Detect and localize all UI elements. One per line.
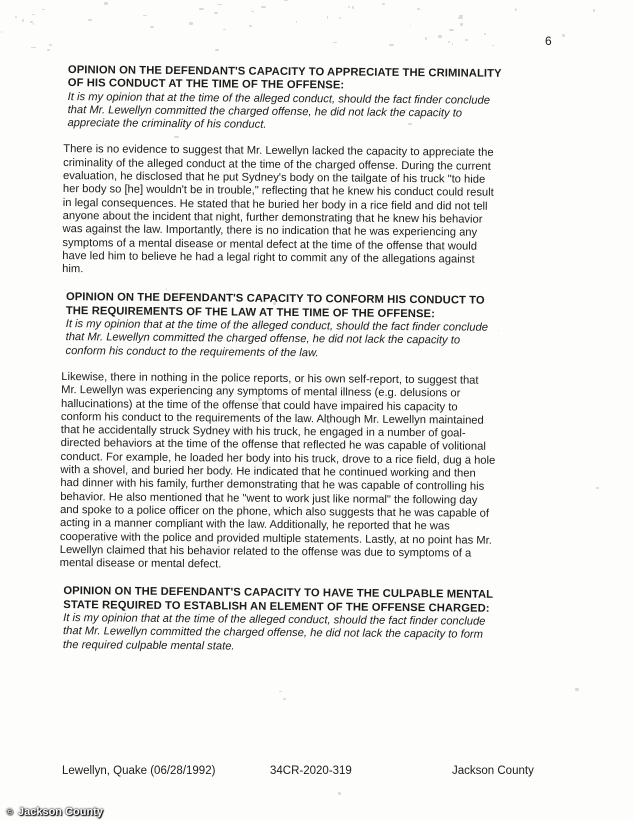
footer-case-number: 34CR-2020-319 [270, 765, 352, 777]
svg-text:©: © [6, 806, 13, 817]
scan-speck [452, 43, 453, 45]
paragraph-line: acting in a manner compliant with the law. Additionally, he reported that he was [59, 517, 450, 533]
heading-line: OPINION ON THE DEFENDANT'S CAPACITY TO CONFORM HIS CONDUCT TO [65, 291, 485, 308]
scan-speck [1, 31, 2, 33]
paragraph-line: her body so [he] wouldn't be in trouble," reflecting that he knew his conduct could result [62, 183, 494, 200]
opinion-line: that Mr. Lewellyn committed the charged offense, he did not lack the capacity to form [62, 625, 484, 641]
paragraph-line: conform his conduct to the requirements of the law. Although Mr. Lewellyn maintained [60, 410, 484, 427]
opinion-line: It is my opinion that at the time of the alleged conduct, should the fact finder conclude [67, 90, 491, 107]
scan-speck [217, 4, 222, 5]
heading-line: OPINION ON THE DEFENDANT'S CAPACITY TO HAVE THE CULPABLE MENTAL [63, 585, 494, 602]
paragraph-line: anyone about the incident that night, further demonstrating that he knew his behavior [62, 209, 483, 226]
scan-speck [15, 16, 17, 17]
scan-speck [410, 25, 411, 26]
scan-speck [189, 22, 193, 25]
photo-credit [3, 805, 103, 818]
scan-speck [382, 3, 386, 5]
paragraph-line: with a shovel, and buried her body. He indicated that he continued working and then [60, 464, 476, 480]
scan-speck [348, 6, 350, 8]
scan-speck [338, 792, 342, 795]
scan-speck [484, 33, 485, 35]
scan-speck [417, 8, 420, 10]
paragraph-line: behavior. He also mentioned that he "went to work just like normal" the following day [60, 490, 478, 507]
opinion-line: conform his conduct to the requirements of the law. [65, 344, 319, 359]
scan-speck [596, 487, 598, 489]
footer-county: Jackson County [452, 765, 534, 777]
scan-speck [339, 17, 341, 20]
page-number: 6 [545, 34, 552, 48]
opinion-line: It is my opinion that at the time of the alleged conduct, should the fact finder conclude [63, 612, 486, 628]
paragraph-line: evaluation, he disclosed that he put Sydney's body on the tailgate of his truck "to hide [62, 170, 486, 186]
scan-speck [296, 21, 297, 24]
scan-speck [251, 11, 254, 12]
scan-speck [449, 29, 454, 31]
scan-speck [460, 23, 463, 26]
section-heading [62, 64, 562, 95]
scan-speck [42, 9, 44, 10]
paragraph-line: and spoke to a police officer on the phone, which also suggests that he was capable of [60, 503, 490, 520]
scan-speck [143, 15, 147, 16]
opinion-statement [67, 91, 561, 135]
heading-line: OPINION ON THE DEFENDANT'S CAPACITY TO APPRECIATE THE CRIMINALITY [67, 64, 502, 80]
scan-speck [31, 47, 36, 48]
scan-speck [33, 23, 35, 25]
scan-speck [333, 42, 337, 43]
paragraph-line: symptoms of a mental disease or mental defect at the time of the offense that would [62, 236, 478, 253]
opinion-line: that Mr. Lewellyn committed the charged offense, he did not lack the capacity to [65, 331, 461, 347]
scan-speck [593, 9, 596, 11]
scan-speck [575, 688, 579, 690]
paragraph-line: Mr. Lewellyn was experiencing any symptoms of mental illness (e.g. delusions or [61, 384, 461, 400]
camera-icon [3, 805, 16, 818]
scan-speck [199, 8, 204, 10]
scan-speck [492, 45, 494, 46]
scan-speck [448, 41, 450, 43]
scan-speck [261, 6, 266, 8]
paragraph-line: conduct. For example, he loaded her body into his truck, drove to a rice field, dug a hole [60, 450, 496, 467]
scan-speck [465, 39, 468, 41]
scan-speck [438, 35, 442, 38]
report-body [57, 64, 562, 656]
paragraph-line: have led him to believe he had a legal right to commit any of the allegations against [62, 249, 475, 266]
scan-speck [150, 26, 153, 27]
scan-speck [104, 2, 108, 5]
scan-speck [515, 9, 517, 11]
paragraph-line: Lewellyn claimed that his behavior related to the offense was due to symptoms of a [59, 543, 472, 560]
paragraph-line: Likewise, there in nothing in the police reports, or his own self-report, to suggest that [61, 370, 479, 387]
paragraph-line: mental disease or mental defect. [59, 557, 222, 571]
scan-speck [562, 34, 565, 37]
opinion-line: that Mr. Lewellyn committed the charged offense, he did not lack the capacity to [67, 103, 463, 120]
opinion-line: It is my opinion that at the time of the alleged conduct, should the fact finder conclude [65, 318, 489, 334]
scan-speck [389, 44, 394, 46]
section-paragraph [58, 371, 560, 575]
paragraph-line: that he accidentally struck Sydney with his truck, he engaged in a number of goal- [60, 424, 466, 440]
paragraph-line: cooperative with the police and provided multiple statements. Lastly, at no point has Mr. [59, 530, 492, 547]
scan-speck [215, 49, 219, 51]
paragraph-line: was against the law. Importantly, there is no indication that he was experiencing any [62, 223, 478, 239]
heading-line: STATE REQUIRED TO ESTABLISH AN ELEMENT OF THE OFFENSE CHARGED: [63, 598, 490, 615]
scan-speck [327, 16, 328, 19]
footer-defendant-name: Lewellyn, Quake (06/28/1992) [62, 765, 216, 777]
opinion-line: the required culpable mental state. [62, 638, 235, 653]
opinion-statement [65, 318, 559, 362]
scan-speck [458, 17, 463, 19]
paragraph-line: had dinner with his family, further demonstrating that he was capable of controlling his [60, 477, 485, 494]
scan-speck [352, 6, 355, 9]
paragraph-line: hallucinations) at the time of the offense that could have impaired his capacity to [60, 397, 458, 413]
scan-speck [283, 698, 286, 700]
heading-line: OF HIS CONDUCT AT THE TIME OF THE OFFENSE: [67, 77, 345, 92]
scan-speck [22, 19, 24, 21]
paragraph-line: him. [62, 263, 84, 276]
scan-speck [214, 12, 218, 14]
scan-speck [425, 37, 427, 40]
opinion-line: appreciate the criminality of his conduct. [67, 117, 267, 131]
scan-speck [32, 14, 35, 15]
paragraph-line: in legal consequences. He stated that he buried her body in a rice field and did not tell [62, 196, 488, 213]
scan-speck [284, 0, 287, 1]
scan-speck [47, 49, 50, 51]
paragraph-line: directed behaviors at the time of the offense that reflected he was capable of volitional [60, 437, 486, 454]
paragraph-line: There is no evidence to suggest that Mr. Lewellyn lacked the capacity to appreciate the [63, 143, 494, 160]
scan-speck [88, 19, 93, 22]
scan-speck [49, 44, 52, 46]
photo-credit-label: Jackson County [18, 805, 103, 818]
heading-line: THE REQUIREMENTS OF THE LAW AT THE TIME OF THE OFFENSE: [65, 304, 435, 321]
scan-speck [279, 691, 282, 692]
section-paragraph [60, 143, 561, 280]
scan-speck [249, 25, 251, 26]
opinion-statement [63, 612, 557, 656]
scan-speck [223, 29, 226, 30]
paragraph-line: criminality of the alleged conduct at the time of the charged offense. During the current [63, 156, 491, 173]
